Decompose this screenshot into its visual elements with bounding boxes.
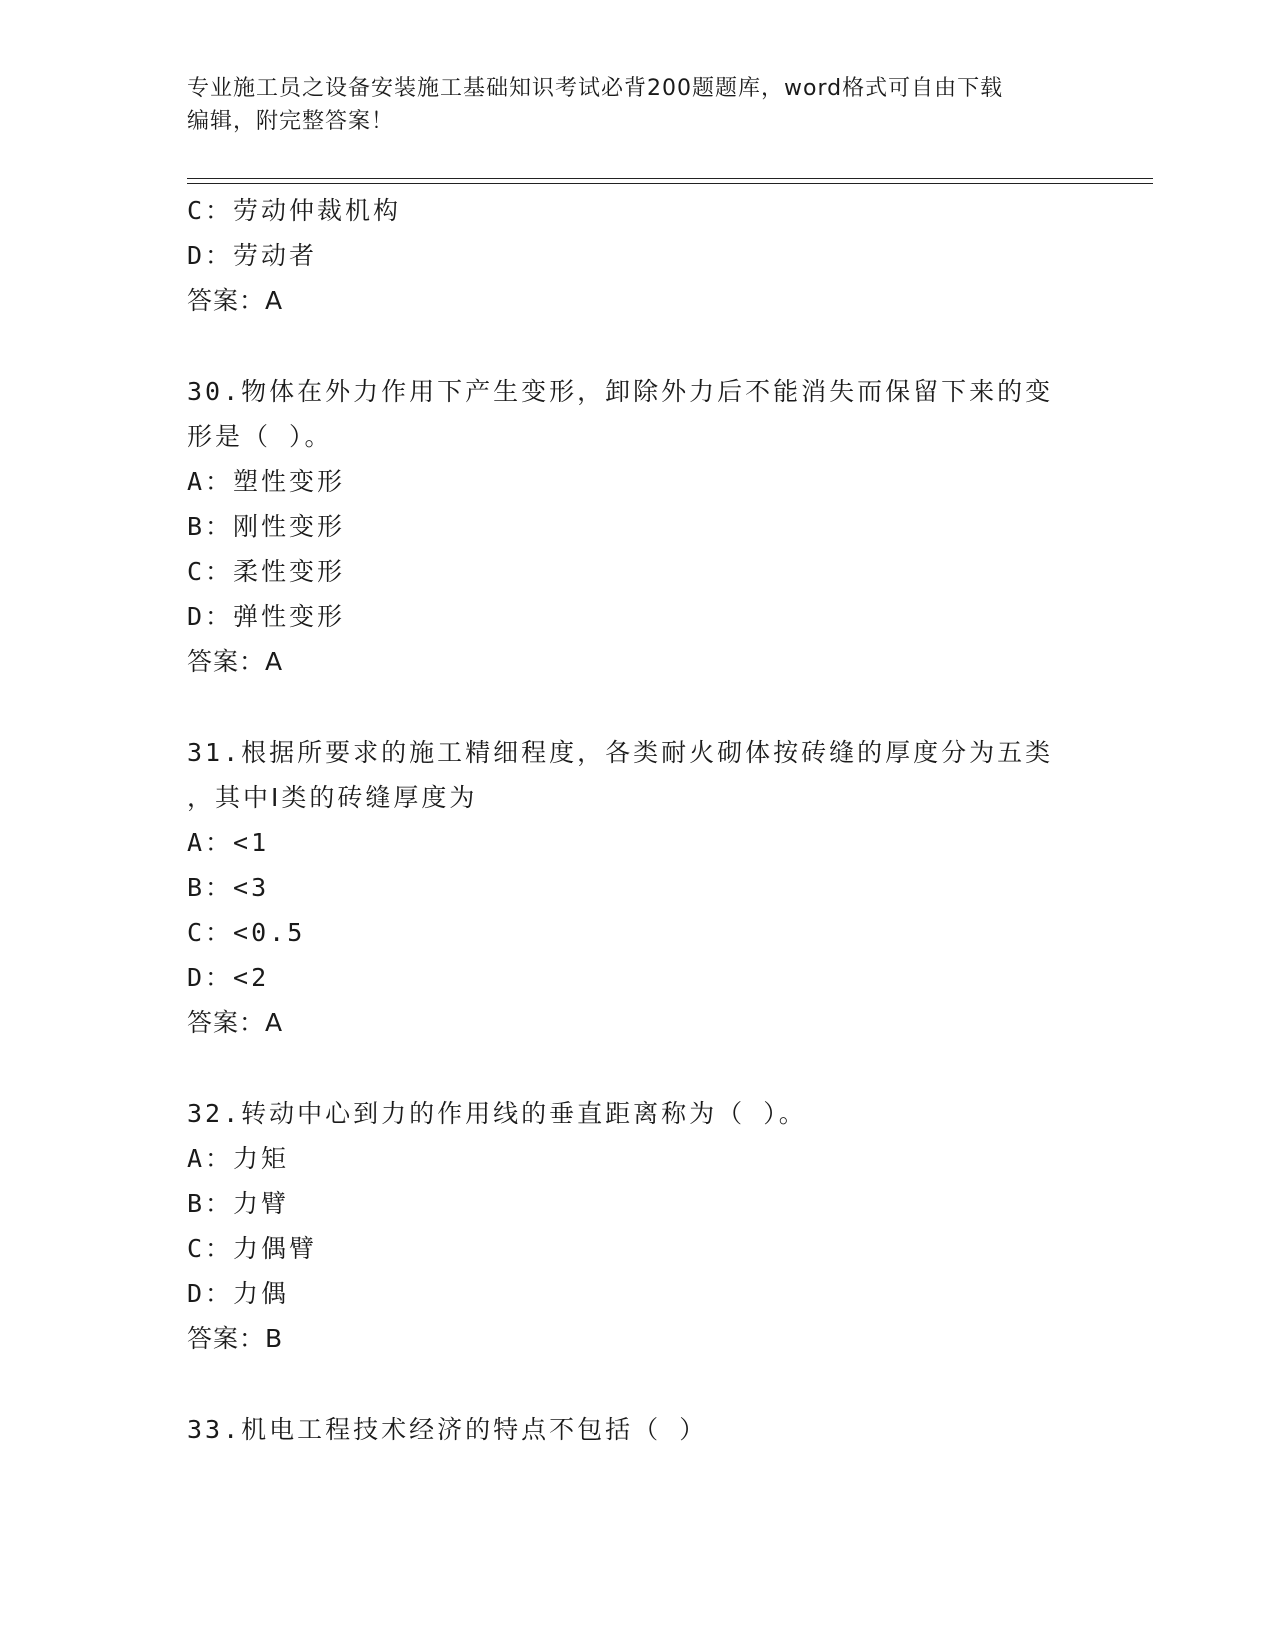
question-stem-continued: ，其中Ⅰ类的砖缝厚度为 [187, 783, 478, 812]
option-a: A：<1 [187, 828, 270, 857]
question-spacer [187, 684, 1087, 730]
option-b: B：刚性变形 [187, 512, 346, 541]
question-spacer [187, 1045, 1087, 1091]
answer: 答案：B [187, 1324, 284, 1353]
option-c: C：力偶臂 [187, 1234, 318, 1263]
option-c: C：劳动仲裁机构 [187, 196, 402, 225]
option-c: C：<0.5 [187, 918, 306, 947]
header-divider-top [187, 178, 1153, 179]
option-b: B：力臂 [187, 1189, 290, 1218]
question-block-30 [187, 369, 1087, 684]
header-line-1: 专业施工员之设备安装施工基础知识考试必背200题题库，word格式可自由下载 [187, 76, 1004, 101]
question-stem: 31.根据所要求的施工精细程度，各类耐火砌体按砖缝的厚度分为五类 [187, 738, 1054, 767]
question-block-33 [187, 1407, 1087, 1452]
question-stem: 33.机电工程技术经济的特点不包括（ ） [187, 1415, 708, 1444]
header-line-2: 编辑，附完整答案！ [187, 109, 395, 134]
option-a: A：塑性变形 [187, 467, 346, 496]
question-block-32 [187, 1091, 1087, 1361]
question-spacer [187, 323, 1087, 369]
question-spacer [187, 1361, 1087, 1407]
document-header [187, 72, 1087, 138]
question-block-31 [187, 730, 1087, 1045]
option-d: D：弹性变形 [187, 602, 346, 631]
answer: 答案：A [187, 1008, 284, 1037]
answer: 答案：A [187, 286, 284, 315]
question-stem: 32.转动中心到力的作用线的垂直距离称为（ ）。 [187, 1099, 807, 1128]
option-d: D：<2 [187, 963, 270, 992]
question-stem-continued: 形是（ ）。 [187, 422, 333, 451]
header-divider-bottom [187, 183, 1153, 184]
option-a: A：力矩 [187, 1144, 290, 1173]
option-c: C：柔性变形 [187, 557, 346, 586]
option-b: B：<3 [187, 873, 270, 902]
question-list [187, 188, 1087, 1452]
answer: 答案：A [187, 647, 284, 676]
question-block-29 [187, 188, 1087, 323]
question-stem: 30.物体在外力作用下产生变形，卸除外力后不能消失而保留下来的变 [187, 377, 1054, 406]
option-d: D：劳动者 [187, 241, 318, 270]
option-d: D：力偶 [187, 1279, 290, 1308]
